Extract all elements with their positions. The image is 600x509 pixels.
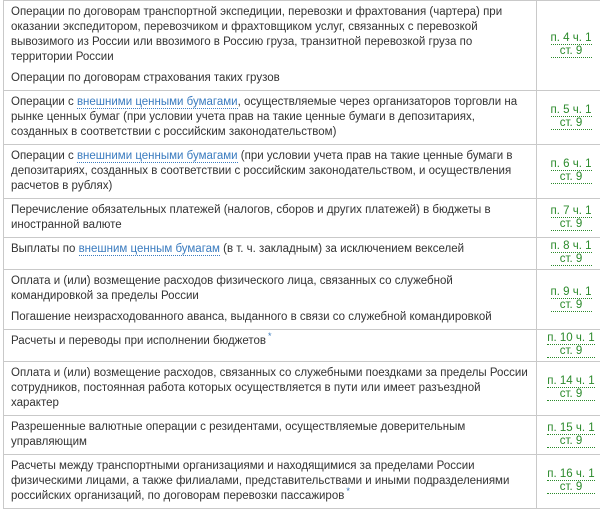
operation-text: Погашение неизрасходованного аванса, выданного в связи со служебной командировкой [11, 310, 530, 325]
law-reference-cell [537, 416, 600, 455]
table-row [4, 416, 600, 455]
table-row [4, 455, 600, 509]
footnote-asterisk[interactable]: * [268, 331, 272, 341]
law-reference-cell [537, 455, 600, 509]
operation-text: Разрешенные валютные операции с резидентами, осуществляемые доверительным управляющим [11, 420, 530, 450]
table-row [4, 1, 600, 91]
law-reference-link[interactable]: п. 9 ч. 1 ст. 9 [551, 286, 592, 312]
law-reference-link[interactable]: п. 4 ч. 1 ст. 9 [551, 32, 592, 58]
operation-description [4, 199, 537, 238]
operation-text: Операции с внешними ценными бумагами, осуществляемые через организаторов торговли на рынке ценных бумаг (при условии учета прав на такие ценные бумаги в депозитариях, созданных в соответствии с российским законодательством) [11, 95, 530, 140]
law-reference-link[interactable]: п. 6 ч. 1 ст. 9 [551, 158, 592, 184]
law-reference-link[interactable]: п. 15 ч. 1 ст. 9 [547, 422, 594, 448]
operation-description [4, 1, 537, 91]
table-row [4, 145, 600, 199]
operation-description [4, 455, 537, 509]
law-reference-cell [537, 199, 600, 238]
operation-text: Операции по договорам страхования таких грузов [11, 71, 530, 86]
law-reference-link[interactable]: п. 5 ч. 1 ст. 9 [551, 104, 592, 130]
law-reference-link[interactable]: п. 14 ч. 1 ст. 9 [547, 375, 594, 401]
table-row [4, 330, 600, 362]
operation-text: Расчеты и переводы при исполнении бюджетов * [11, 334, 530, 349]
foreign-securities-link[interactable]: внешними ценными бумагами [77, 96, 238, 109]
operation-description [4, 145, 537, 199]
law-reference-cell [537, 238, 600, 270]
operation-description [4, 270, 537, 330]
foreign-securities-link[interactable]: внешним ценным бумагам [79, 243, 220, 256]
law-reference-cell [537, 1, 600, 91]
operation-text: Выплаты по внешним ценным бумагам (в т. ч. закладным) за исключением векселей [11, 242, 530, 257]
table-row [4, 362, 600, 416]
law-reference-cell [537, 362, 600, 416]
operation-text: Расчеты между транспортными организациями и находящимися за пределами России физическими лицами, а также филиалами, представительствами и иными подразделениями российских организаций, по договорам перевозки пассажиров * [11, 459, 530, 504]
operation-text: Операции по договорам транспортной экспедиции, перевозки и фрахтования (чартера) при оказании экспедитором, перевозчиком и фрахтовщиком услуг, связанных с перевозкой вывозимого из России или ввозимого в Россию груза, транзитной перевозкой груза по территории России [11, 5, 530, 65]
operation-description [4, 91, 537, 145]
operation-description [4, 238, 537, 270]
law-reference-cell [537, 330, 600, 362]
foreign-securities-link[interactable]: внешними ценными бумагами [77, 150, 238, 163]
law-reference-link[interactable]: п. 10 ч. 1 ст. 9 [547, 332, 594, 358]
table-row [4, 199, 600, 238]
footnote-asterisk[interactable]: * [346, 486, 350, 496]
operations-table [3, 0, 600, 509]
operation-text: Перечисление обязательных платежей (налогов, сборов и других платежей) в бюджеты в иностранной валюте [11, 203, 530, 233]
operation-description [4, 330, 537, 362]
operation-description [4, 362, 537, 416]
law-reference-link[interactable]: п. 16 ч. 1 ст. 9 [547, 468, 594, 494]
law-reference-link[interactable]: п. 8 ч. 1 ст. 9 [551, 240, 592, 266]
operation-description [4, 416, 537, 455]
table-row [4, 91, 600, 145]
table-row [4, 270, 600, 330]
table-row [4, 238, 600, 270]
operation-text: Оплата и (или) возмещение расходов физического лица, связанных со служебной командировкой за пределы России [11, 274, 530, 304]
law-reference-cell [537, 145, 600, 199]
law-reference-cell [537, 270, 600, 330]
law-reference-cell [537, 91, 600, 145]
operation-text: Оплата и (или) возмещение расходов, связанных со служебными поездками за пределы России сотрудников, постоянная работа которых осуществляется в пути или имеет разъездной характер [11, 366, 530, 411]
law-reference-link[interactable]: п. 7 ч. 1 ст. 9 [551, 205, 592, 231]
operation-text: Операции с внешними ценными бумагами (при условии учета прав на такие ценные бумаги в депозитариях, созданных в соответствии с российским законодательством, и осуществления расчетов в рублях) [11, 149, 530, 194]
